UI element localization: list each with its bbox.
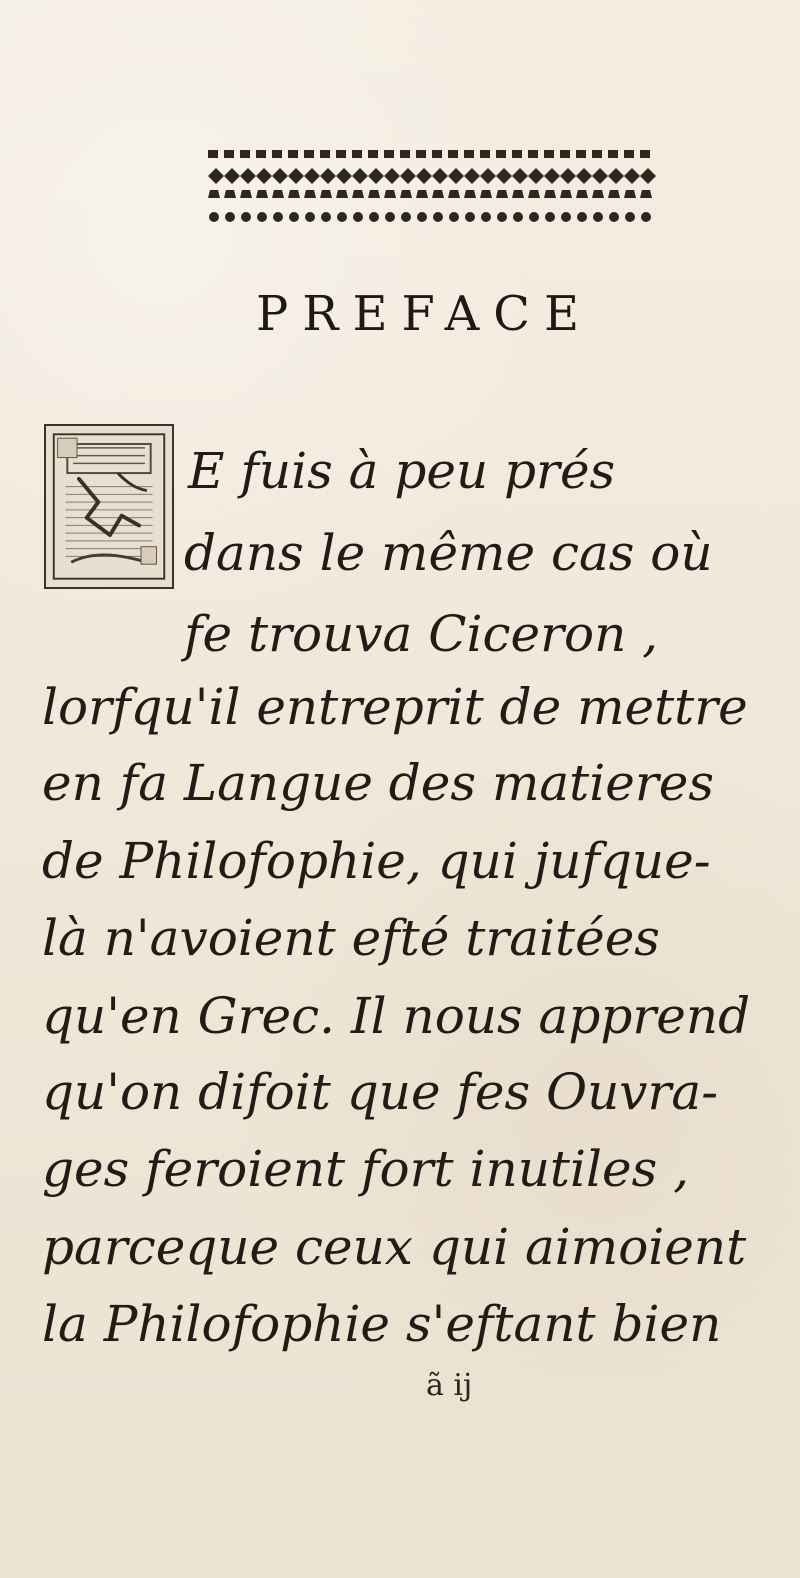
catchword: ã ij — [426, 1368, 473, 1403]
text-line: lorfqu'il entreprit de mettre — [42, 678, 748, 736]
text-line: parceque ceux qui aimoient — [42, 1218, 747, 1276]
text-line: qu'on difoit que fes Ouvra- — [42, 1063, 719, 1121]
page-title: PREFACE — [256, 286, 594, 342]
text-line: qu'en Grec. Il nous apprend — [42, 987, 751, 1045]
text-line: la Philofophie s'eftant bien — [42, 1295, 722, 1353]
text-line: de Philofophie, qui jufque- — [42, 832, 711, 890]
text-line: fe trouva Ciceron , — [184, 605, 659, 663]
text-line: ges feroient fort inutiles , — [42, 1140, 690, 1198]
printers-ornament-icon — [208, 148, 662, 236]
text-line: dans le même cas où — [184, 524, 713, 582]
text-line: en fa Langue des matieres — [42, 754, 714, 812]
text-line: là n'avoient efté traitées — [42, 909, 660, 967]
text-line: E fuis à peu prés — [188, 442, 616, 500]
decorated-initial-icon — [44, 424, 174, 589]
